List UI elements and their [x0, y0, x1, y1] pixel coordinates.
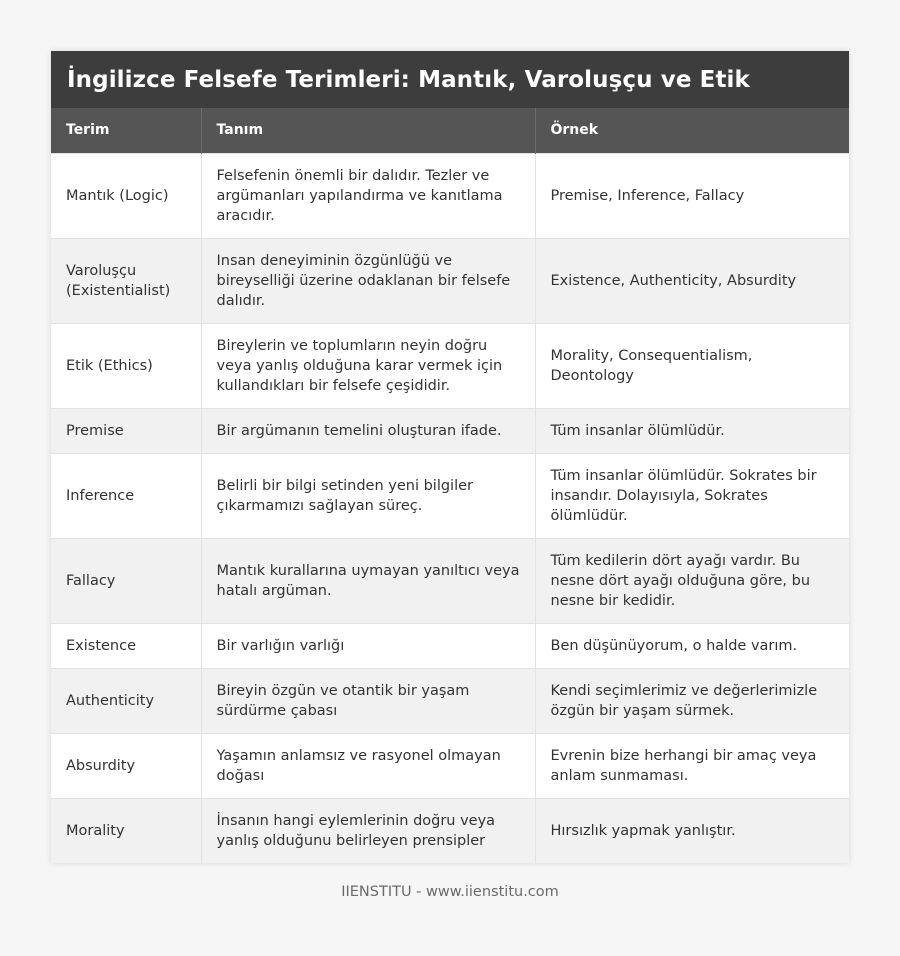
footer-credit: IIENSTITU - www.iienstitu.com: [341, 884, 559, 900]
definition-cell: Insan deneyiminin özgünlüğü ve bireyselliği üzerine odaklanan bir felsefe dalıdır.: [201, 238, 535, 323]
example-cell: Tüm insanlar ölümlüdür. Sokrates bir insandır. Dolayısıyla, Sokrates ölümlüdür.: [535, 453, 849, 538]
table-row: [51, 153, 849, 238]
table-row: [51, 408, 849, 453]
example-cell: Premise, Inference, Fallacy: [535, 153, 849, 238]
term-cell: Fallacy: [51, 538, 201, 623]
term-cell: Mantık (Logic): [51, 153, 201, 238]
term-cell: Inference: [51, 453, 201, 538]
definition-cell: Yaşamın anlamsız ve rasyonel olmayan doğası: [201, 733, 535, 798]
table-row: [51, 323, 849, 408]
example-cell: Morality, Consequentialism, Deontology: [535, 323, 849, 408]
example-cell: Tüm kedilerin dört ayağı vardır. Bu nesne dört ayağı olduğuna göre, bu nesne bir kedidir.: [535, 538, 849, 623]
term-cell: Morality: [51, 798, 201, 863]
term-cell: Varoluşçu (Existentialist): [51, 238, 201, 323]
table-row: [51, 538, 849, 623]
term-cell: Existence: [51, 623, 201, 668]
term-cell: Premise: [51, 408, 201, 453]
definition-cell: Felsefenin önemli bir dalıdır. Tezler ve argümanları yapılandırma ve kanıtlama aracıdır.: [201, 153, 535, 238]
example-cell: Tüm insanlar ölümlüdür.: [535, 408, 849, 453]
term-cell: Etik (Ethics): [51, 323, 201, 408]
definition-cell: Bireyin özgün ve otantik bir yaşam sürdürme çabası: [201, 668, 535, 733]
terms-table-card: [51, 51, 849, 863]
definition-cell: Bireylerin ve toplumların neyin doğru veya yanlış olduğuna karar vermek için kullandıkları bir felsefe çeşididir.: [201, 323, 535, 408]
table-row: [51, 453, 849, 538]
table-row: [51, 798, 849, 863]
example-cell: Existence, Authenticity, Absurdity: [535, 238, 849, 323]
table-title: İngilizce Felsefe Terimleri: Mantık, Varoluşçu ve Etik: [51, 51, 849, 108]
definition-cell: Bir argümanın temelini oluşturan ifade.: [201, 408, 535, 453]
column-header-term: Terim: [51, 108, 201, 153]
table-row: [51, 623, 849, 668]
table-row: [51, 668, 849, 733]
example-cell: Kendi seçimlerimiz ve değerlerimizle özgün bir yaşam sürmek.: [535, 668, 849, 733]
table-row: [51, 238, 849, 323]
definition-cell: Bir varlığın varlığı: [201, 623, 535, 668]
table-row: [51, 733, 849, 798]
definition-cell: Mantık kurallarına uymayan yanıltıcı veya hatalı argüman.: [201, 538, 535, 623]
example-cell: Hırsızlık yapmak yanlıştır.: [535, 798, 849, 863]
table-header-row: [51, 108, 849, 153]
terms-table: [51, 108, 849, 863]
column-header-definition: Tanım: [201, 108, 535, 153]
definition-cell: İnsanın hangi eylemlerinin doğru veya yanlış olduğunu belirleyen prensipler: [201, 798, 535, 863]
term-cell: Authenticity: [51, 668, 201, 733]
definition-cell: Belirli bir bilgi setinden yeni bilgiler çıkarmamızı sağlayan süreç.: [201, 453, 535, 538]
term-cell: Absurdity: [51, 733, 201, 798]
column-header-example: Örnek: [550, 122, 599, 139]
example-cell: Evrenin bize herhangi bir amaç veya anlam sunmaması.: [535, 733, 849, 798]
example-cell: Ben düşünüyorum, o halde varım.: [535, 623, 849, 668]
